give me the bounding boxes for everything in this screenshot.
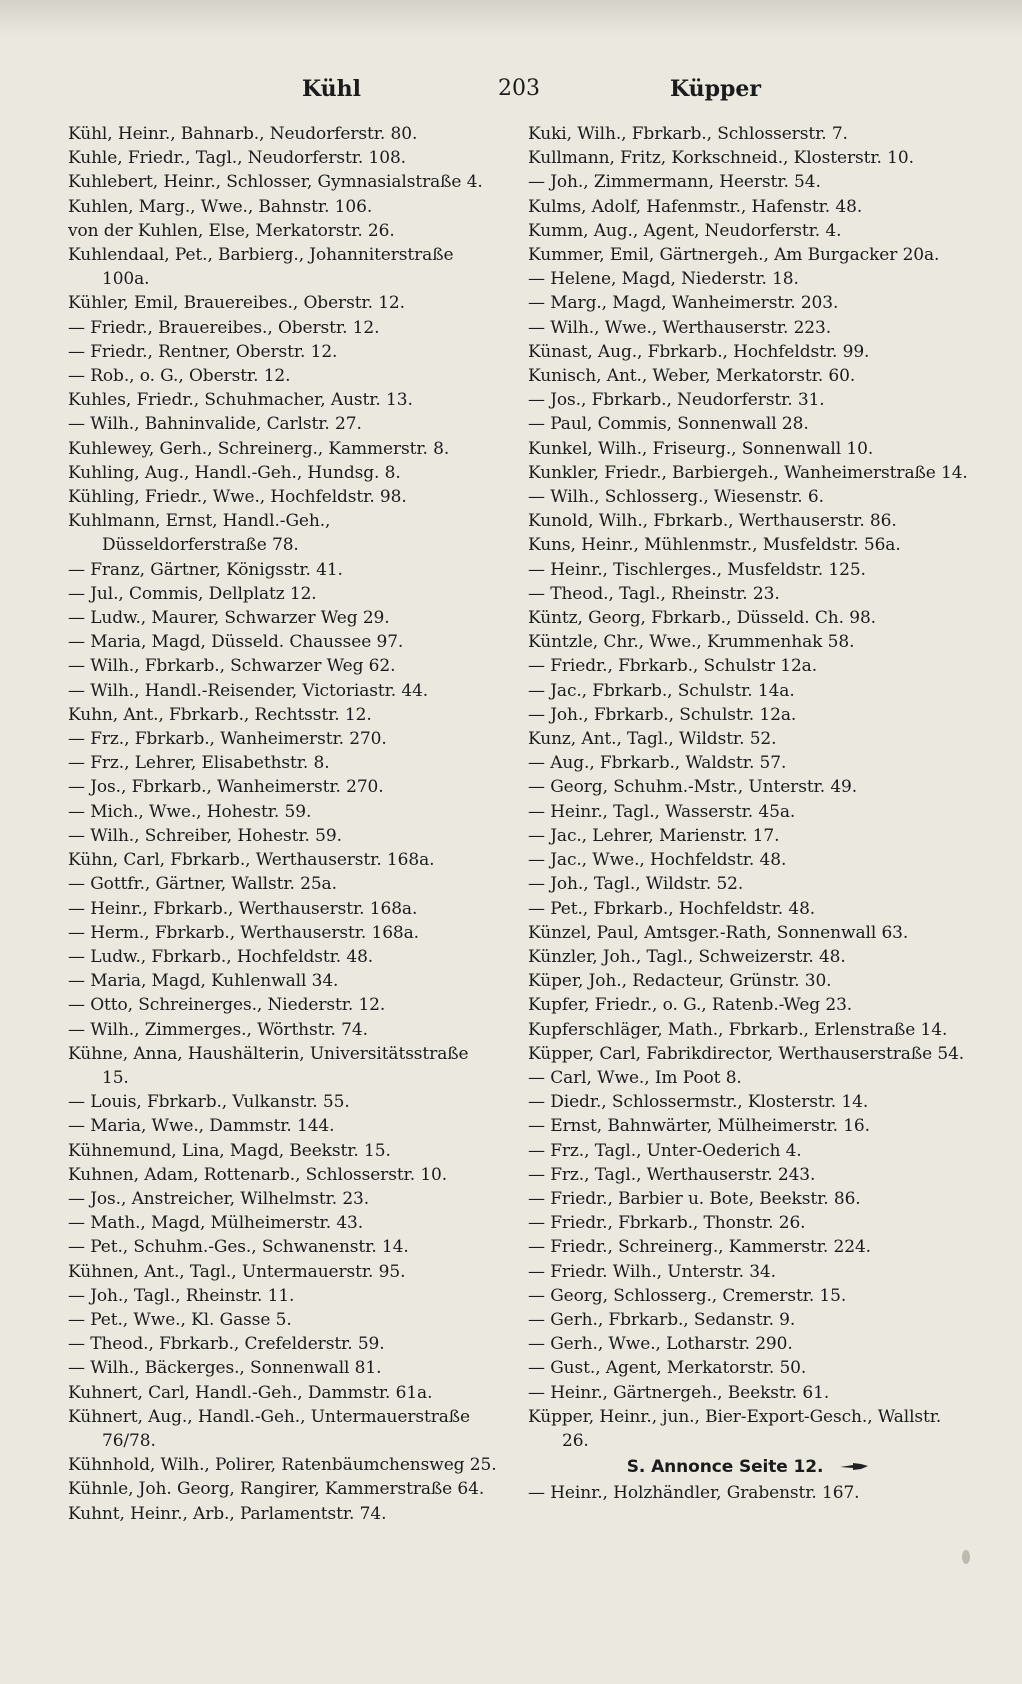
directory-entry: — Otto, Schreinerges., Niederstr. 12. — [68, 995, 386, 1016]
annonce-note — [528, 1455, 968, 1479]
directory-entry: — Maria, Wwe., Dammstr. 144. — [68, 1116, 335, 1137]
directory-entry: Küpper, Heinr., jun., Bier-Export-Gesch., Wallstr. 26. — [528, 1406, 942, 1451]
paper-stain — [962, 1550, 970, 1564]
directory-entry: — Rob., o. G., Oberstr. 12. — [68, 366, 291, 387]
directory-entry: — Jos., Fbrkarb., Wanheimerstr. 270. — [68, 777, 384, 798]
directory-entry: — Friedr. Wilh., Unterstr. 34. — [528, 1261, 776, 1282]
directory-entry: Kunz, Ant., Tagl., Wildstr. 52. — [528, 729, 777, 750]
directory-entry: Kühnert, Aug., Handl.-Geh., Untermauerstraße 76/78. — [68, 1406, 471, 1451]
directory-entry: — Franz, Gärtner, Königsstr. 41. — [68, 559, 343, 580]
directory-entry: Kuhling, Aug., Handl.-Geh., Hundsg. 8. — [68, 462, 401, 483]
directory-entry: — Gust., Agent, Merkatorstr. 50. — [528, 1358, 807, 1379]
directory-entry: — Wilh., Bäckerges., Sonnenwall 81. — [68, 1358, 382, 1379]
directory-entry: — Georg, Schlosserg., Cremerstr. 15. — [528, 1285, 847, 1306]
directory-entry: Kühnen, Ant., Tagl., Untermauerstr. 95. — [68, 1261, 406, 1282]
header-right-keyword: Küpper — [670, 76, 761, 102]
directory-entry: Kunkel, Wilh., Friseurg., Sonnenwall 10. — [528, 438, 874, 459]
page-header — [70, 76, 970, 116]
directory-entry: — Friedr., Barbier u. Bote, Beekstr. 86. — [528, 1188, 861, 1209]
directory-entry: — Jac., Lehrer, Marienstr. 17. — [528, 825, 780, 846]
directory-entry: Kulms, Adolf, Hafenmstr., Hafenstr. 48. — [528, 196, 863, 217]
directory-entry: — Wilh., Zimmerges., Wörthstr. 74. — [68, 1019, 368, 1040]
directory-entry: — Frz., Tagl., Unter-Oederich 4. — [528, 1140, 802, 1161]
directory-entry: — Frz., Fbrkarb., Wanheimerstr. 270. — [68, 729, 387, 750]
directory-entry: Kuns, Heinr., Mühlenmstr., Musfeldstr. 56a. — [528, 535, 901, 556]
directory-entry: — Maria, Magd, Kuhlenwall 34. — [68, 971, 339, 992]
directory-entry: — Heinr., Tagl., Wasserstr. 45a. — [528, 801, 796, 822]
directory-entry: — Louis, Fbrkarb., Vulkanstr. 55. — [68, 1092, 350, 1113]
directory-entry: — Jac., Wwe., Hochfeldstr. 48. — [528, 850, 787, 871]
directory-entry: — Ernst, Bahnwärter, Mülheimerstr. 16. — [528, 1116, 870, 1137]
directory-entry: — Frz., Lehrer, Elisabethstr. 8. — [68, 753, 330, 774]
directory-entry: Kühnhold, Wilh., Polirer, Ratenbäumchensweg 25. — [68, 1455, 497, 1476]
directory-entry: — Jos., Anstreicher, Wilhelmstr. 23. — [68, 1188, 370, 1209]
directory-entry: — Pet., Fbrkarb., Hochfeldstr. 48. — [528, 898, 816, 919]
directory-entry: Kuhles, Friedr., Schuhmacher, Austr. 13. — [68, 390, 413, 411]
directory-entry: — Herm., Fbrkarb., Werthauserstr. 168a. — [68, 922, 419, 943]
directory-entry: — Heinr., Tischlerges., Musfeldstr. 125. — [528, 559, 866, 580]
directory-entry: Kuhlebert, Heinr., Schlosser, Gymnasialstraße 4. — [68, 172, 483, 193]
directory-entry: Küpper, Carl, Fabrikdirector, Werthauserstraße 54. — [528, 1043, 965, 1064]
directory-entry: — Heinr., Fbrkarb., Werthauserstr. 168a. — [68, 898, 418, 919]
directory-entry: Küntzle, Chr., Wwe., Krummenhak 58. — [528, 632, 855, 653]
annonce-text: S. Annonce Seite 12. — [626, 1457, 824, 1478]
directory-entry: — Friedr., Fbrkarb., Schulstr 12a. — [528, 656, 817, 677]
directory-entry: — Helene, Magd, Niederstr. 18. — [528, 269, 799, 290]
directory-entry: Künzler, Joh., Tagl., Schweizerstr. 48. — [528, 946, 846, 967]
directory-entry: — Pet., Schuhm.-Ges., Schwanenstr. 14. — [68, 1237, 409, 1258]
directory-entry: — Ludw., Maurer, Schwarzer Weg 29. — [68, 608, 390, 629]
directory-entry: Kuhlen, Marg., Wwe., Bahnstr. 106. — [68, 196, 373, 217]
directory-entry: Kuhnen, Adam, Rottenarb., Schlosserstr. 10. — [68, 1164, 448, 1185]
directory-entry: — Math., Magd, Mülheimerstr. 43. — [68, 1213, 364, 1234]
directory-entry: — Friedr., Schreinerg., Kammerstr. 224. — [528, 1237, 871, 1258]
directory-entry: — Wilh., Schreiber, Hohestr. 59. — [68, 825, 342, 846]
directory-entry: — Joh., Tagl., Rheinstr. 11. — [68, 1285, 295, 1306]
directory-entry: — Jul., Commis, Dellplatz 12. — [68, 583, 317, 604]
directory-entry: — Wilh., Bahninvalide, Carlstr. 27. — [68, 414, 362, 435]
page-number: 203 — [498, 76, 540, 101]
directory-entry: — Friedr., Brauereibes., Oberstr. 12. — [68, 317, 380, 338]
right-column — [528, 122, 968, 1506]
directory-entry: Kullmann, Fritz, Korkschneid., Klosterstr. 10. — [528, 148, 914, 169]
directory-entry: Künast, Aug., Fbrkarb., Hochfeldstr. 99. — [528, 341, 870, 362]
directory-entry: — Carl, Wwe., Im Poot 8. — [528, 1067, 742, 1088]
directory-entry: — Wilh., Fbrkarb., Schwarzer Weg 62. — [68, 656, 396, 677]
directory-entry: Küntz, Georg, Fbrkarb., Düsseld. Ch. 98. — [528, 608, 876, 629]
directory-entry: Kunold, Wilh., Fbrkarb., Werthauserstr. 86. — [528, 511, 897, 532]
directory-entry: Kuhle, Friedr., Tagl., Neudorferstr. 108. — [68, 148, 406, 169]
directory-entry: Kühn, Carl, Fbrkarb., Werthauserstr. 168a. — [68, 850, 435, 871]
directory-entry: — Paul, Commis, Sonnenwall 28. — [528, 414, 809, 435]
directory-entry: Kuhlendaal, Pet., Barbierg., Johanniterstraße 100a. — [68, 245, 454, 290]
page-edge-shadow — [0, 0, 1022, 36]
directory-entry: Kuhnt, Heinr., Arb., Parlamentstr. 74. — [68, 1503, 387, 1524]
directory-entry: — Theod., Fbrkarb., Crefelderstr. 59. — [68, 1334, 385, 1355]
directory-entry: Kunkler, Friedr., Barbiergeh., Wanheimerstraße 14. — [528, 462, 968, 483]
right-column-entries-continued — [528, 1481, 968, 1505]
directory-entry: — Gottfr., Gärtner, Wallstr. 25a. — [68, 874, 337, 895]
directory-entry: Kumm, Aug., Agent, Neudorferstr. 4. — [528, 220, 842, 241]
directory-entry: Kuki, Wilh., Fbrkarb., Schlosserstr. 7. — [528, 124, 848, 144]
directory-entry: Kühling, Friedr., Wwe., Hochfeldstr. 98. — [68, 487, 407, 508]
left-column — [68, 122, 500, 1526]
directory-entry: — Ludw., Fbrkarb., Hochfeldstr. 48. — [68, 946, 374, 967]
directory-entry: Kühler, Emil, Brauereibes., Oberstr. 12. — [68, 293, 405, 314]
directory-entry: — Pet., Wwe., Kl. Gasse 5. — [68, 1309, 292, 1330]
directory-entry: — Gerh., Fbrkarb., Sedanstr. 9. — [528, 1309, 796, 1330]
directory-entry: Kupferschläger, Math., Fbrkarb., Erlenstraße 14. — [528, 1019, 948, 1040]
directory-entry: — Heinr., Holzhändler, Grabenstr. 167. — [528, 1483, 860, 1504]
right-column-entries — [528, 122, 968, 1453]
directory-entry: Künzel, Paul, Amtsger.-Rath, Sonnenwall 63. — [528, 922, 909, 943]
directory-entry: — Wilh., Schlosserg., Wiesenstr. 6. — [528, 487, 824, 508]
directory-entry: Kühnemund, Lina, Magd, Beekstr. 15. — [68, 1140, 391, 1161]
directory-entry: — Diedr., Schlossermstr., Klosterstr. 14. — [528, 1092, 869, 1113]
directory-entry: Kuhnert, Carl, Handl.-Geh., Dammstr. 61a. — [68, 1382, 433, 1403]
directory-entry: Kupfer, Friedr., o. G., Ratenb.-Weg 23. — [528, 995, 853, 1016]
directory-entry: — Wilh., Wwe., Werthauserstr. 223. — [528, 317, 832, 338]
directory-entry: — Wilh., Handl.-Reisender, Victoriastr. 44. — [68, 680, 429, 701]
directory-entry: — Theod., Tagl., Rheinstr. 23. — [528, 583, 780, 604]
directory-entry: — Marg., Magd, Wanheimerstr. 203. — [528, 293, 839, 314]
directory-entry: Kunisch, Ant., Weber, Merkatorstr. 60. — [528, 366, 856, 387]
directory-entry: Kuhn, Ant., Fbrkarb., Rechtsstr. 12. — [68, 704, 372, 725]
directory-entry: Kuhlmann, Ernst, Handl.-Geh., Düsseldorferstraße 78. — [68, 511, 331, 556]
directory-entry: Kühne, Anna, Haushälterin, Universitätsstraße 15. — [68, 1043, 469, 1088]
directory-entry: — Jac., Fbrkarb., Schulstr. 14a. — [528, 680, 795, 701]
directory-entry: — Friedr., Fbrkarb., Thonstr. 26. — [528, 1213, 806, 1234]
directory-entry: — Friedr., Rentner, Oberstr. 12. — [68, 341, 338, 362]
directory-entry: — Aug., Fbrkarb., Waldstr. 57. — [528, 753, 787, 774]
directory-entry: — Georg, Schuhm.-Mstr., Unterstr. 49. — [528, 777, 858, 798]
directory-entry: — Joh., Fbrkarb., Schulstr. 12a. — [528, 704, 797, 725]
directory-entry: — Maria, Magd, Düsseld. Chaussee 97. — [68, 632, 404, 653]
directory-entry: — Mich., Wwe., Hohestr. 59. — [68, 801, 312, 822]
directory-entry: von der Kuhlen, Else, Merkatorstr. 26. — [68, 220, 395, 241]
pointing-hand-icon — [839, 1461, 869, 1473]
header-left-keyword: Kühl — [302, 76, 361, 102]
directory-entry: — Heinr., Gärtnergeh., Beekstr. 61. — [528, 1382, 830, 1403]
directory-entry: — Jos., Fbrkarb., Neudorferstr. 31. — [528, 390, 825, 411]
directory-entry: Kuhlewey, Gerh., Schreinerg., Kammerstr. 8. — [68, 438, 450, 459]
directory-entry: Küper, Joh., Redacteur, Grünstr. 30. — [528, 971, 832, 992]
directory-entry: — Frz., Tagl., Werthauserstr. 243. — [528, 1164, 816, 1185]
directory-entry: — Joh., Tagl., Wildstr. 52. — [528, 874, 744, 895]
directory-entry: — Joh., Zimmermann, Heerstr. 54. — [528, 172, 821, 193]
directory-entry: Kummer, Emil, Gärtnergeh., Am Burgacker 20a. — [528, 245, 940, 266]
directory-entry: Kühl, Heinr., Bahnarb., Neudorferstr. 80. — [68, 124, 418, 144]
directory-entry: Kühnle, Joh. Georg, Rangirer, Kammerstraße 64. — [68, 1479, 485, 1500]
directory-entry: — Gerh., Wwe., Lotharstr. 290. — [528, 1334, 793, 1355]
